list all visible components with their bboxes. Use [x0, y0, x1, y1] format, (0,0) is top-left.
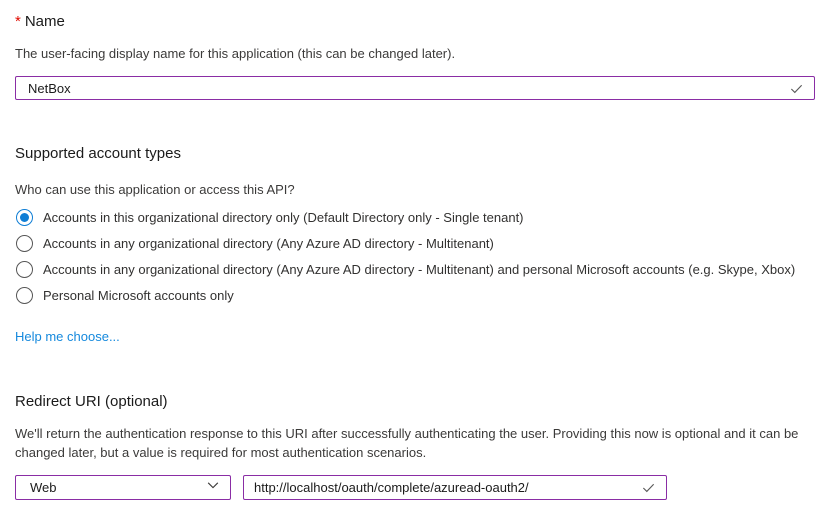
- radio-button-icon[interactable]: [16, 261, 33, 278]
- chevron-down-icon: [206, 478, 220, 497]
- radio-button-icon[interactable]: [16, 235, 33, 252]
- account-types-question: Who can use this application or access this API?: [15, 182, 295, 197]
- name-description: The user-facing display name for this application (this can be changed later).: [15, 46, 456, 61]
- redirect-uri-section: [15, 392, 815, 500]
- redirect-uri-input[interactable]: [244, 476, 641, 499]
- name-input-field: [15, 76, 815, 100]
- redirect-uri-description: We'll return the authentication response to this URI after successfully authenticating the user. Providing this now is optional and it can be changed later, but a value is required for most authentication scenarios.: [15, 426, 799, 460]
- redirect-uri-input-field: [243, 475, 667, 500]
- radio-option-multitenant[interactable]: [15, 230, 815, 256]
- account-types-heading: Supported account types: [15, 145, 181, 162]
- name-input[interactable]: [16, 77, 789, 99]
- name-section-heading: [15, 12, 815, 32]
- radio-button-icon[interactable]: [16, 209, 33, 226]
- platform-select[interactable]: [15, 475, 231, 500]
- redirect-uri-heading: Redirect URI (optional): [15, 393, 168, 410]
- radio-option-label: Accounts in this organizational directory only (Default Directory only - Single tenant): [43, 209, 524, 225]
- valid-checkmark-icon: [789, 81, 814, 96]
- help-me-choose-link[interactable]: Help me choose...: [15, 329, 120, 344]
- radio-button-icon[interactable]: [16, 287, 33, 304]
- required-asterisk: *: [15, 13, 21, 30]
- radio-option-personal-only[interactable]: [15, 282, 815, 308]
- name-section: [15, 12, 815, 100]
- radio-option-label: Accounts in any organizational directory (Any Azure AD directory - Multitenant) and personal Microsoft accounts (e.g. Skype, Xbox): [43, 261, 796, 277]
- radio-option-label: Personal Microsoft accounts only: [43, 287, 234, 303]
- platform-select-value: Web: [30, 480, 57, 495]
- radio-option-multitenant-personal[interactable]: [15, 256, 815, 282]
- radio-option-single-tenant[interactable]: [15, 204, 815, 230]
- radio-option-label: Accounts in any organizational directory (Any Azure AD directory - Multitenant): [43, 235, 494, 251]
- account-types-section: [15, 144, 815, 346]
- redirect-uri-controls: [15, 475, 815, 500]
- account-types-radio-group: [15, 204, 815, 308]
- valid-checkmark-icon: [641, 480, 666, 495]
- name-heading-text: Name: [24, 13, 65, 30]
